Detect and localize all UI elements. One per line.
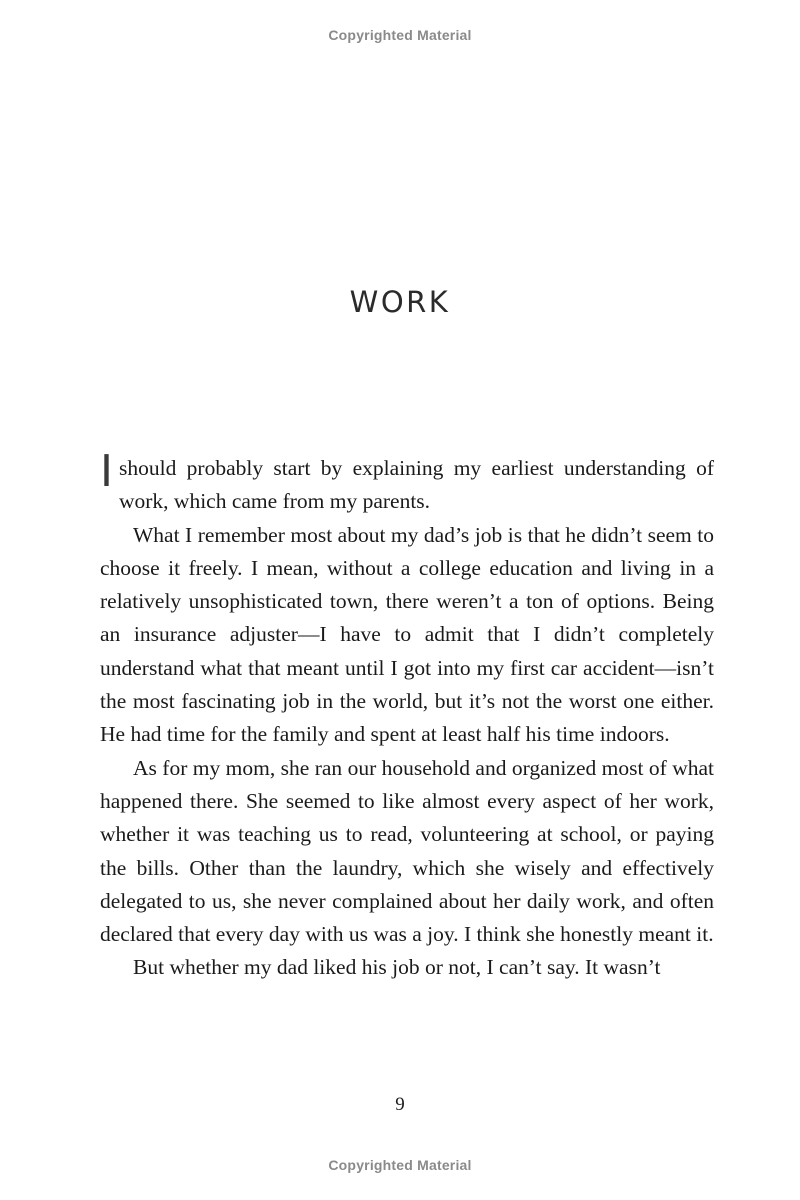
copyright-watermark-bottom: Copyrighted Material xyxy=(328,1157,472,1173)
copyright-watermark-top: Copyrighted Material xyxy=(328,27,472,43)
paragraph: As for my mom, she ran our household and organized most of what happened there. She seemed to like almost every aspect of her work, whether it was teaching us to read, volunteering at school, or paying the bills. Other than the laundry, which she wisely and effectively delegated to us, she never complained about her daily work, and often declared that every day with us was a joy. I think she honestly meant it. xyxy=(100,755,714,947)
chapter-body xyxy=(100,446,714,985)
paragraph-text: should probably start by explaining my earliest understanding of work, which came from my parents. xyxy=(118,456,714,514)
paragraph: But whether my dad liked his job or not, I can’t say. It wasn’t xyxy=(133,955,661,980)
page-number: 9 xyxy=(395,1094,405,1115)
paragraph xyxy=(100,446,714,519)
chapter-title: WORK xyxy=(349,285,451,319)
paragraph: What I remember most about my dad’s job is that he didn’t seem to choose it freely. I mean, without a college education and living in a relatively unsophisticated town, there weren’t a ton of options. Being an insurance adjuster—I have to admit that I didn’t completely understand what that meant until I got into my first car accident—isn’t the most fascinating job in the world, but it’s not the worst one either. He had time for the family and spent at least half his time indoors. xyxy=(100,522,714,747)
drop-cap: I xyxy=(100,446,113,497)
